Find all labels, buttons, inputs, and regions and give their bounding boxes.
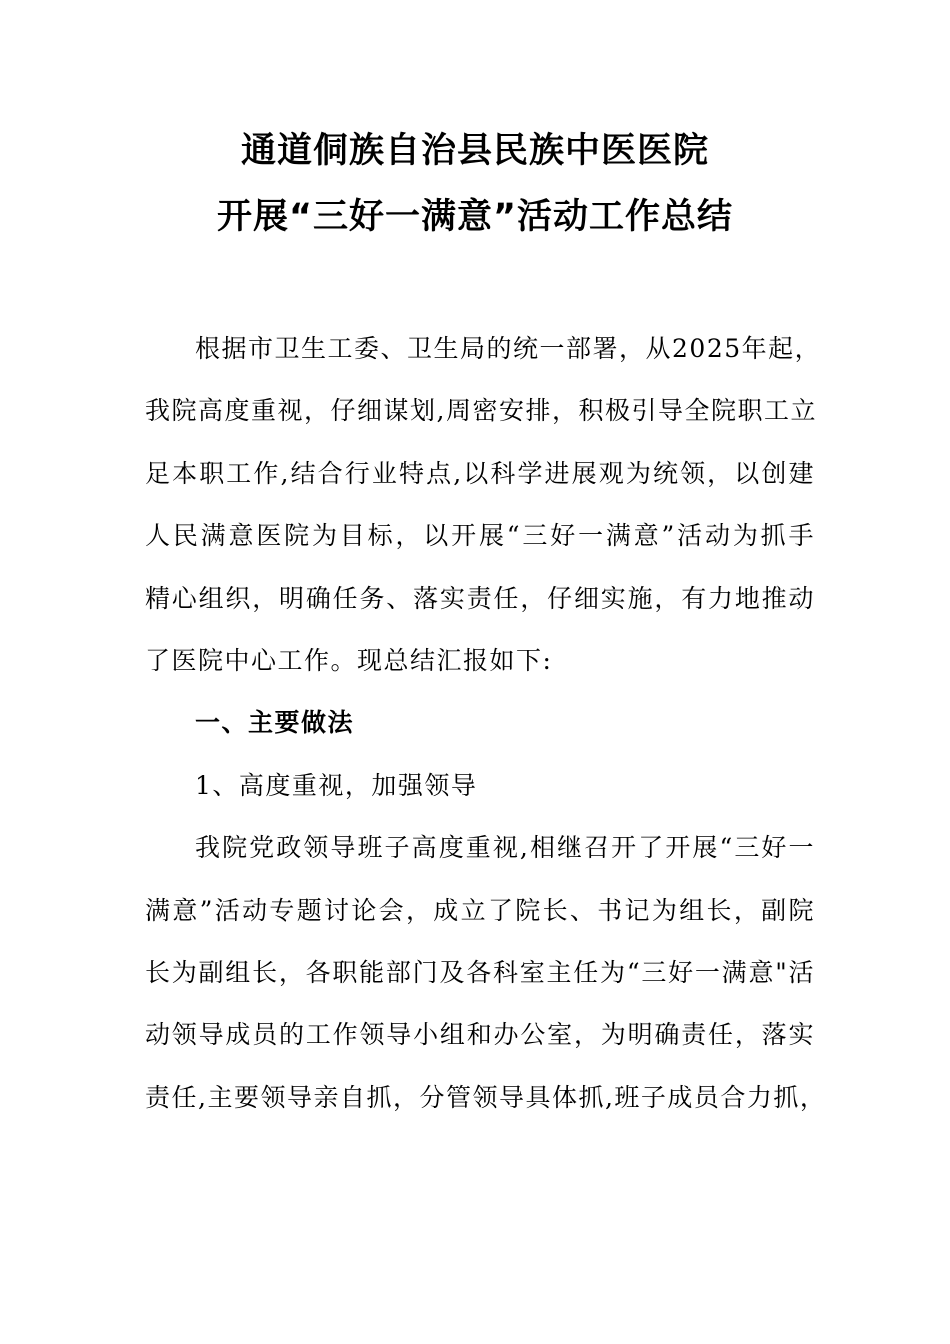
paragraph-line: 根据市卫生工委、卫生局的统一部署，从2025年起， (195, 334, 822, 363)
paragraph-line: 满意”活动专题讨论会，成立了院长、书记为组长，副院 (145, 895, 815, 925)
paragraph-line: 了医院中心工作。现总结汇报如下: (145, 645, 553, 675)
title-line-1: 通道侗族自治县民族中医医院 (240, 131, 709, 171)
paragraph-line: 我院党政领导班子高度重视,相继召开了开展“三好一 (195, 833, 815, 863)
paragraph-line: 长为副组长，各职能部门及各科室主任为“三好一满意"活 (145, 957, 815, 987)
section-heading: 一、主要做法 (195, 708, 355, 738)
document-title (0, 118, 950, 250)
paragraph-line: 动领导成员的工作领导小组和办公室，为明确责任，落实 (145, 1020, 815, 1050)
paragraph-line: 精心组织，明确任务、落实责任，仔细实施，有力地推动 (145, 583, 815, 613)
title-line-2: 开展“三好一满意”活动工作总结 (216, 197, 733, 237)
paragraph-line: 人民满意医院为目标，以开展“三好一满意”活动为抓手 (145, 521, 815, 551)
subsection-heading: 1、高度重视，加强领导 (195, 770, 478, 800)
document-body (145, 318, 827, 1129)
paragraph-line: 责任,主要领导亲自抓，分管领导具体抓,班子成员合力抓， (145, 1082, 827, 1112)
paragraph-line: 我院高度重视，仔细谋划,周密安排，积极引导全院职工立 (145, 396, 817, 426)
paragraph-line: 足本职工作,结合行业特点,以科学进展观为统领，以创建 (145, 458, 815, 488)
